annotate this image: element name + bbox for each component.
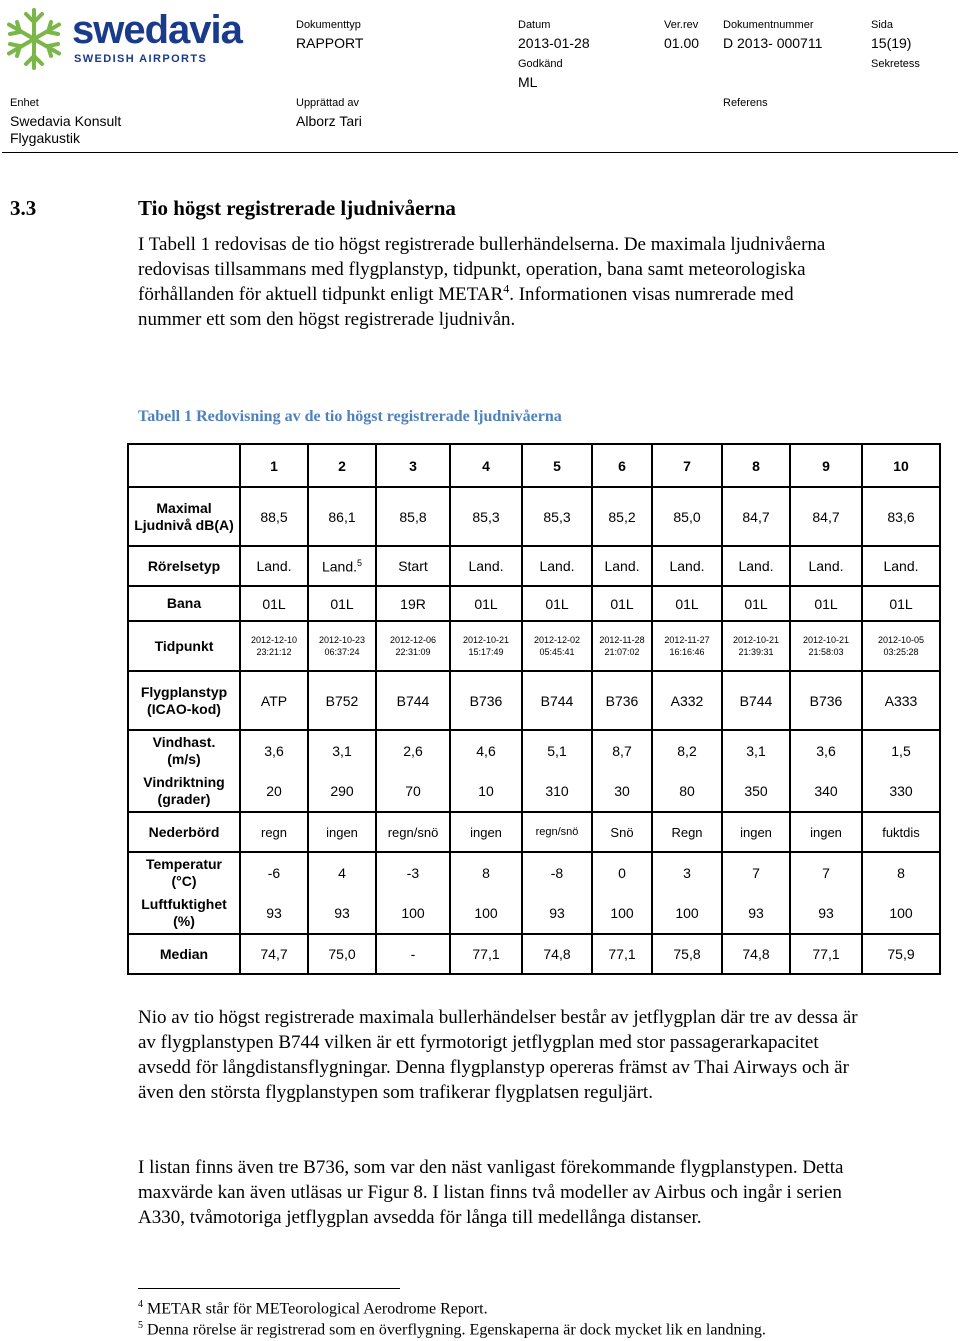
table-cell: 3: [652, 852, 722, 893]
aircraft-paragraph: Nio av tio högst registrerade maximala bullerhändelser består av jetflygplan där tre av dessa är av flygplanstypen B744 vilken är ett fyrmotorigt jetflygplan med stor passagerarkapacitet avsedd för långdistansflygningar. Denna flygplanstyp opereras främst av Thai Airways och är även den största flygplanstypen som trafikerar flygplatsen reguljärt.: [138, 1007, 858, 1103]
row-header: Maximal Ljudnivå dB(A): [128, 487, 240, 546]
row-header: Nederbörd: [128, 812, 240, 852]
table-cell: B736: [450, 671, 522, 730]
col-header: 8: [722, 444, 790, 487]
table-cell: -3: [376, 852, 450, 893]
table-cell: 75,0: [308, 934, 376, 974]
row-header-line: Flygplanstyp: [140, 683, 228, 700]
temp-row: [128, 852, 940, 893]
col-header: 1: [240, 444, 308, 487]
row-header-line: (m/s): [167, 751, 201, 767]
table-cell: 8: [862, 852, 940, 893]
table-cell: 77,1: [450, 934, 522, 974]
table-cell: 84,7: [722, 487, 790, 546]
table-cell: B736: [790, 671, 862, 730]
table-cell: [652, 621, 722, 671]
row-header: [128, 671, 240, 730]
table-cell: 01L: [308, 586, 376, 621]
table-cell: -: [376, 934, 450, 974]
table-cell: 01L: [862, 586, 940, 621]
row-header: [128, 852, 240, 893]
page-value: 15(19): [871, 35, 912, 51]
table-cell: 70: [376, 771, 450, 812]
row-header-line: (grader): [157, 791, 211, 807]
verrev-label: Ver.rev: [664, 19, 699, 31]
table-cell: 1,5: [862, 730, 940, 771]
intro-paragraph: [138, 232, 858, 332]
time-date: 2012-12-02: [533, 635, 581, 645]
b736-paragraph: I listan finns även tre B736, som var den näst vanligast förekommande flygplanstypen. Detta maxvärde kan även utläsas ur Figur 8. I listan finns två modeller av Airbus och ingår i serien A330, tvåmotoriga jetflygplan avsedda för långa till medellånga distanser.: [138, 1157, 844, 1228]
table-cell: 330: [862, 771, 940, 812]
table-cell: B744: [722, 671, 790, 730]
table-cell: 20: [240, 771, 308, 812]
table-cell: 01L: [522, 586, 592, 621]
table-cell: [862, 621, 940, 671]
doctype-value: RAPPORT: [296, 35, 364, 51]
table-cell: -6: [240, 852, 308, 893]
col-header: 3: [376, 444, 450, 487]
runway-row: [128, 586, 940, 621]
table-cell: 3,6: [790, 730, 862, 771]
table-cell: 74,8: [722, 934, 790, 974]
table-cell: 310: [522, 771, 592, 812]
table-cell: 85,2: [592, 487, 652, 546]
table-cell: regn: [240, 812, 308, 852]
table-cell: 350: [722, 771, 790, 812]
row-header-line: Vindhast.: [152, 734, 216, 750]
table-cell: fuktdis: [862, 812, 940, 852]
table-cell: [450, 621, 522, 671]
section-heading: [10, 196, 456, 221]
table-cell: Land.: [522, 546, 592, 586]
table-cell: 86,1: [308, 487, 376, 546]
unit-value-2: Flygakustik: [10, 130, 81, 146]
section-number: 3.3: [10, 196, 37, 220]
table-cell: regn/snö: [522, 812, 592, 852]
table-cell: Land.: [790, 546, 862, 586]
table-cell: Land.: [862, 546, 940, 586]
corner-cell: [128, 444, 240, 487]
table-cell: ingen: [450, 812, 522, 852]
time-clock: 23:21:12: [256, 647, 292, 657]
wind-speed-row: [128, 730, 940, 771]
table-cell: -8: [522, 852, 592, 893]
footnote-ref-5[interactable]: 5: [357, 557, 363, 568]
row-header: Tidpunkt: [128, 621, 240, 671]
table-cell: 8: [450, 852, 522, 893]
table-cell: 93: [522, 893, 592, 934]
table-cell: 75,9: [862, 934, 940, 974]
table-cell: 80: [652, 771, 722, 812]
table-cell: 01L: [240, 586, 308, 621]
table-cell: 83,6: [862, 487, 940, 546]
table-cell: 3,1: [722, 730, 790, 771]
table-cell: A333: [862, 671, 940, 730]
time-date: 2012-12-06: [389, 635, 437, 645]
reference-label: Referens: [723, 97, 768, 109]
time-date: 2012-11-28: [599, 635, 645, 645]
section-title: Tio högst registrerade ljudnivåerna: [138, 196, 456, 220]
col-header: 2: [308, 444, 376, 487]
table-cell: 10: [450, 771, 522, 812]
doctype-label: Dokumenttyp: [296, 19, 361, 31]
table-cell: 0: [592, 852, 652, 893]
time-clock: 21:58:03: [808, 647, 844, 657]
table-cell: 100: [592, 893, 652, 934]
table-cell: 85,8: [376, 487, 450, 546]
time-row: [128, 621, 940, 671]
time-clock: 22:31:09: [395, 647, 431, 657]
row-header: Rörelsetyp: [128, 546, 240, 586]
table-cell: 85,3: [450, 487, 522, 546]
operation-row: [128, 546, 940, 586]
table-cell: B744: [376, 671, 450, 730]
footnote-text: Denna rörelse är registrerad som en överflygning. Egenskaperna är dock mycket lik en landning.: [147, 1321, 766, 1339]
time-date: 2012-12-10: [250, 635, 298, 645]
table-cell: 85,3: [522, 487, 592, 546]
table-cell: 93: [240, 893, 308, 934]
table-cell: 77,1: [592, 934, 652, 974]
max-level-row: [128, 487, 940, 546]
docnum-label: Dokumentnummer: [723, 19, 814, 31]
table-cell: Land.: [450, 546, 522, 586]
col-header: 4: [450, 444, 522, 487]
median-row: [128, 934, 940, 974]
table-cell: 100: [376, 893, 450, 934]
table-cell: 85,0: [652, 487, 722, 546]
footnote-text: METAR står för METeorological Aerodrome Report.: [147, 1300, 488, 1318]
time-date: 2012-10-21: [732, 635, 780, 645]
table-cell: ATP: [240, 671, 308, 730]
footnote-number: 5: [138, 1320, 143, 1331]
time-clock: 21:07:02: [604, 647, 640, 657]
table-cell: 93: [790, 893, 862, 934]
table-cell: regn/snö: [376, 812, 450, 852]
table-cell: [522, 621, 592, 671]
row-header-line: (ICAO-kod): [147, 700, 221, 717]
table-cell: 340: [790, 771, 862, 812]
col-header: 7: [652, 444, 722, 487]
humidity-row: [128, 893, 940, 934]
row-header-line: (°C): [171, 873, 197, 889]
table-cell: A332: [652, 671, 722, 730]
table-cell: Land.: [240, 546, 308, 586]
row-header: [128, 893, 240, 934]
row-header-line: Luftfuktighet: [141, 896, 227, 912]
col-header: 6: [592, 444, 652, 487]
table-cell: 84,7: [790, 487, 862, 546]
aircraft-row: [128, 671, 940, 730]
table-cell: 2,6: [376, 730, 450, 771]
author-value: Alborz Tari: [296, 113, 362, 129]
table-cell: 88,5: [240, 487, 308, 546]
time-clock: 05:45:41: [539, 647, 575, 657]
col-header: 10: [862, 444, 940, 487]
table-cell: 01L: [592, 586, 652, 621]
table-cell: 01L: [652, 586, 722, 621]
table-cell: 3,1: [308, 730, 376, 771]
table-cell: [376, 621, 450, 671]
time-clock: 03:25:28: [883, 647, 919, 657]
footnote-5: [138, 1320, 766, 1339]
table-cell: Regn: [652, 812, 722, 852]
table-cell: 01L: [790, 586, 862, 621]
page-label: Sida: [871, 19, 894, 31]
table-cell: 100: [450, 893, 522, 934]
table-cell: B752: [308, 671, 376, 730]
table-cell: 77,1: [790, 934, 862, 974]
table-cell: [592, 621, 652, 671]
table-cell: [308, 621, 376, 671]
table-cell: 8,2: [652, 730, 722, 771]
author-label: Upprättad av: [296, 97, 359, 109]
table-cell: 4,6: [450, 730, 522, 771]
table-cell: 100: [862, 893, 940, 934]
row-header-line: Vindriktning: [143, 774, 225, 790]
header-row: [128, 444, 940, 487]
table-cell: [722, 621, 790, 671]
approved-label: Godkänd: [518, 58, 563, 70]
unit-label: Enhet: [10, 97, 39, 109]
date-value: 2013-01-28: [518, 35, 590, 51]
table-cell: Snö: [592, 812, 652, 852]
table-cell: 75,8: [652, 934, 722, 974]
table-cell: 30: [592, 771, 652, 812]
table-cell: 100: [652, 893, 722, 934]
table-cell: 01L: [722, 586, 790, 621]
table-cell: [308, 546, 376, 586]
logo-tagline: SWEDISH AIRPORTS: [74, 53, 208, 65]
docnum-value: D 2013- 000711: [723, 35, 823, 51]
row-header: Median: [128, 934, 240, 974]
logo-wordmark: swedavia: [72, 8, 242, 52]
row-header: [128, 730, 240, 771]
table-cell: [790, 621, 862, 671]
header-divider: [2, 152, 958, 153]
table-cell: 7: [790, 852, 862, 893]
table-cell: 7: [722, 852, 790, 893]
row-header: [128, 771, 240, 812]
cell-text: Land.: [321, 558, 358, 575]
col-header: 5: [522, 444, 592, 487]
footnote-ref-4[interactable]: 4: [503, 281, 510, 296]
table-cell: 4: [308, 852, 376, 893]
table-cell: 3,6: [240, 730, 308, 771]
intro-text-end: . Informationen visas numrerade med nummer ett som den högst registrerade ljudnivån.: [138, 284, 794, 330]
table-cell: Land.: [592, 546, 652, 586]
table-caption: Tabell 1 Redovisning av de tio högst registrerade ljudnivåerna: [138, 408, 562, 425]
approved-value: ML: [518, 74, 538, 90]
table-cell: Land.: [722, 546, 790, 586]
table-cell: Start: [376, 546, 450, 586]
table-cell: B744: [522, 671, 592, 730]
table-cell: 19R: [376, 586, 450, 621]
swedavia-logo: [4, 6, 242, 72]
date-label: Datum: [518, 19, 551, 31]
col-header: 9: [790, 444, 862, 487]
time-clock: 15:17:49: [468, 647, 504, 657]
table-cell: 01L: [450, 586, 522, 621]
row-header-line: (%): [173, 913, 195, 929]
time-clock: 16:16:46: [669, 647, 705, 657]
table-cell: ingen: [722, 812, 790, 852]
table-cell: 74,8: [522, 934, 592, 974]
table-cell: 93: [308, 893, 376, 934]
table-cell: ingen: [308, 812, 376, 852]
footnote-divider: [138, 1288, 400, 1289]
secrecy-label: Sekretess: [871, 58, 920, 70]
footnote-4: [138, 1299, 488, 1318]
table-cell: [240, 621, 308, 671]
time-date: 2012-10-21: [802, 635, 850, 645]
table-cell: Land.: [652, 546, 722, 586]
table-cell: 8,7: [592, 730, 652, 771]
wind-dir-row: [128, 771, 940, 812]
precip-row: [128, 812, 940, 852]
table-cell: ingen: [790, 812, 862, 852]
table-cell: 290: [308, 771, 376, 812]
footnote-number: 4: [138, 1299, 143, 1310]
table-cell: 74,7: [240, 934, 308, 974]
verrev-value: 01.00: [664, 35, 700, 51]
intro-text: I Tabell 1 redovisas de tio högst registrerade bullerhändelserna. De maximala ljudnivåerna redovisas tillsammans med flygplanstyp, tidpunkt, operation, bana samt meteorologiska förhållanden för aktuell tidpunkt enligt METAR: [138, 234, 826, 305]
time-clock: 21:39:31: [738, 647, 774, 657]
time-date: 2012-10-05: [877, 635, 925, 645]
unit-value-1: Swedavia Konsult: [10, 113, 122, 129]
time-clock: 06:37:24: [324, 647, 360, 657]
time-date: 2012-11-27: [664, 635, 710, 645]
noise-table: [127, 443, 941, 975]
table-cell: 5,1: [522, 730, 592, 771]
table-cell: B736: [592, 671, 652, 730]
time-date: 2012-10-21: [462, 635, 510, 645]
row-header: Bana: [128, 586, 240, 621]
row-header-line: Temperatur: [146, 856, 222, 872]
table-cell: 93: [722, 893, 790, 934]
time-date: 2012-10-23: [318, 635, 366, 645]
